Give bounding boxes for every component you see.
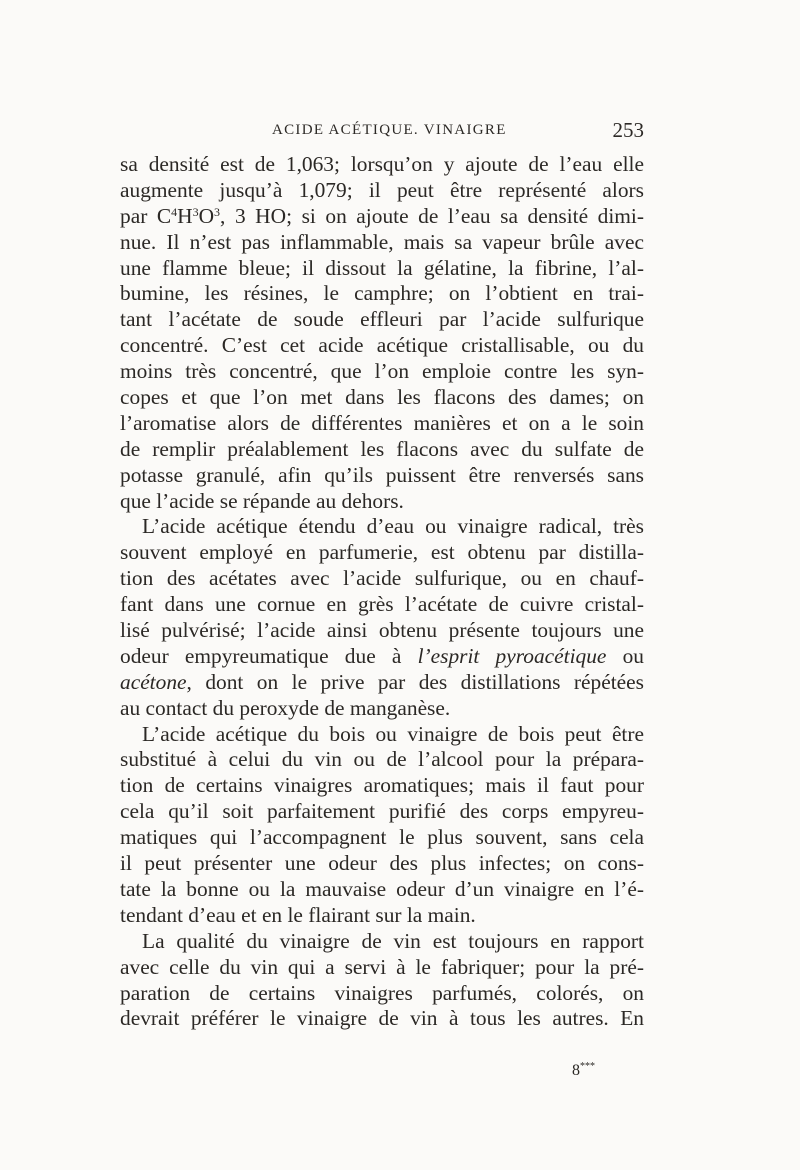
text-line: une flamme bleue; il dissout la gélatine, la fibrine, l’al- bbox=[120, 255, 644, 280]
signature-mark: 8*** bbox=[572, 1061, 595, 1079]
text-line: l’aromatise alors de différentes manières et on a le soin bbox=[120, 410, 644, 435]
text-line: nue. Il n’est pas inflammable, mais sa vapeur brûle avec bbox=[120, 229, 644, 254]
text-line: lisé pulvérisé; l’acide ainsi obtenu présente toujours une bbox=[120, 618, 644, 643]
page-header bbox=[120, 116, 644, 146]
text-line: potasse granulé, afin qu’ils puissent être renversés sans bbox=[120, 462, 644, 487]
text-line: tate la bonne ou la mauvaise odeur d’un vinaigre en l’é- bbox=[120, 876, 644, 901]
text-line: fant dans une cornue en grès l’acétate de cuivre cristal- bbox=[120, 592, 644, 617]
text-line: copes et que l’on met dans les flacons des dames; on bbox=[120, 385, 644, 410]
text-line: tion des acétates avec l’acide sulfurique, ou en chauf- bbox=[120, 566, 644, 591]
text-line: substitué à celui du vin ou de l’alcool pour la prépara- bbox=[120, 747, 644, 772]
text-line: concentré. C’est cet acide acétique cristallisable, ou du bbox=[120, 333, 644, 358]
text-line: il peut présenter une odeur des plus infectes; on cons- bbox=[120, 851, 644, 876]
text-line: bumine, les résines, le camphre; on l’obtient en trai- bbox=[120, 281, 644, 306]
text-line: sa densité est de 1,063; lorsqu’on y ajoute de l’eau elle bbox=[120, 152, 644, 176]
text-line: tant l’acétate de soude effleuri par l’acide sulfurique bbox=[120, 307, 644, 332]
text-line: matiques qui l’accompagnent le plus souvent, sans cela bbox=[120, 825, 644, 850]
text-line: acétone, dont on le prive par des distillations répétées bbox=[120, 669, 644, 694]
text-line: par $C^4H^3O^3$, 3 HO; si on ajoute de l’eau sa densité dimi- bbox=[120, 203, 644, 228]
text-line: que l’acide se répande au dehors. bbox=[120, 488, 404, 513]
text-line: L’acide acétique du bois ou vinaigre de bois peut être bbox=[142, 721, 644, 746]
page-number: 253 bbox=[612, 118, 644, 142]
text-line: La qualité du vinaigre de vin est toujours en rapport bbox=[142, 928, 644, 953]
text-line: au contact du peroxyde de manganèse. bbox=[120, 695, 451, 720]
text-line: paration de certains vinaigres parfumés, colorés, on bbox=[120, 980, 644, 1005]
body-text bbox=[120, 152, 644, 1032]
text-line: cela qu’il soit parfaitement purifié des corps empyreu- bbox=[120, 799, 644, 824]
text-line: avec celle du vin qui a servi à le fabriquer; pour la pré- bbox=[120, 954, 644, 979]
text-line: L’acide acétique étendu d’eau ou vinaigre radical, très bbox=[142, 514, 644, 539]
text-line: augmente jusqu’à 1,079; il peut être représenté alors bbox=[120, 177, 644, 202]
text-line: odeur empyreumatique due à l’esprit pyroacétique ou bbox=[120, 643, 644, 668]
text-line: souvent employé en parfumerie, est obtenu par distilla- bbox=[120, 540, 644, 565]
text-line: de remplir préalablement les flacons avec du sulfate de bbox=[120, 436, 644, 461]
running-title: ACIDE ACÉTIQUE. VINAIGRE bbox=[272, 122, 507, 138]
text-line: tion de certains vinaigres aromatiques; mais il faut pour bbox=[120, 773, 644, 798]
text-line: moins très concentré, que l’on emploie contre les syn- bbox=[120, 359, 644, 384]
text-line: devrait préférer le vinaigre de vin à tous les autres. En bbox=[120, 1006, 644, 1031]
text-line: tendant d’eau et en le flairant sur la main. bbox=[120, 902, 476, 927]
